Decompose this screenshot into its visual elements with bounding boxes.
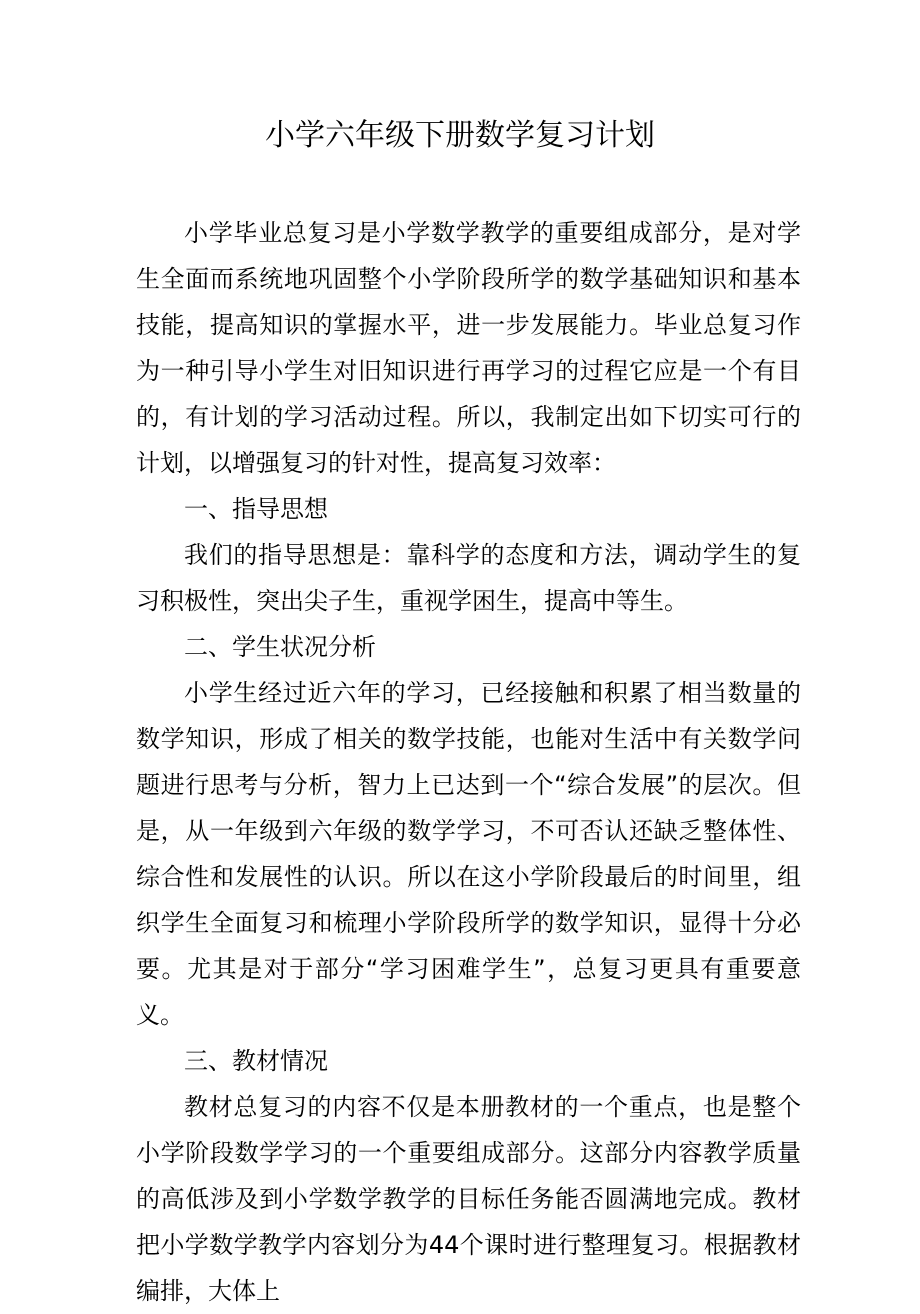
section-heading-student-analysis: 二、学生状况分析 — [184, 633, 376, 661]
textbook-paragraph: 教材总复习的内容不仅是本册教材的一个重点，也是整个小学阶段数学学习的一个重要组成部分。这部分内容教学质量的高低涉及到小学数学教学的目标任务能否圆满地完成。教材把小学数学教学内容划分为44个课时进行整理复习。根据教材编排，大体上 — [136, 1093, 801, 1305]
guiding-thought-paragraph: 我们的指导思想是：靠科学的态度和方法，调动学生的复习积极性，突出尖子生，重视学困生，提高中等生。 — [136, 541, 801, 615]
document-body — [136, 210, 801, 1314]
section-heading-guiding-thought: 一、指导思想 — [184, 495, 328, 523]
student-analysis-paragraph: 小学生经过近六年的学习，已经接触和积累了相当数量的数学知识，形成了相关的数学技能，也能对生活中有关数学问题进行思考与分析，智力上已达到一个“综合发展”的层次。但是，从一年级到六年级的数学学习，不可否认还缺乏整体性、综合性和发展性的认识。所以在这小学阶段最后的时间里，组织学生全面复习和梳理小学阶段所学的数学知识，显得十分必要。尤其是对于部分“学习困难学生”，总复习更具有重要意义。 — [136, 679, 801, 1029]
section-heading-textbook: 三、教材情况 — [184, 1047, 328, 1075]
document-title: 小学六年级下册数学复习计划 — [265, 118, 655, 153]
intro-paragraph: 小学毕业总复习是小学数学教学的重要组成部分，是对学生全面而系统地巩固整个小学阶段所学的数学基础知识和基本技能，提高知识的掌握水平，进一步发展能力。毕业总复习作为一种引导小学生对旧知识进行再学习的过程它应是一个有目的，有计划的学习活动过程。所以，我制定出如下切实可行的计划，以增强复习的针对性，提高复习效率： — [136, 219, 801, 477]
